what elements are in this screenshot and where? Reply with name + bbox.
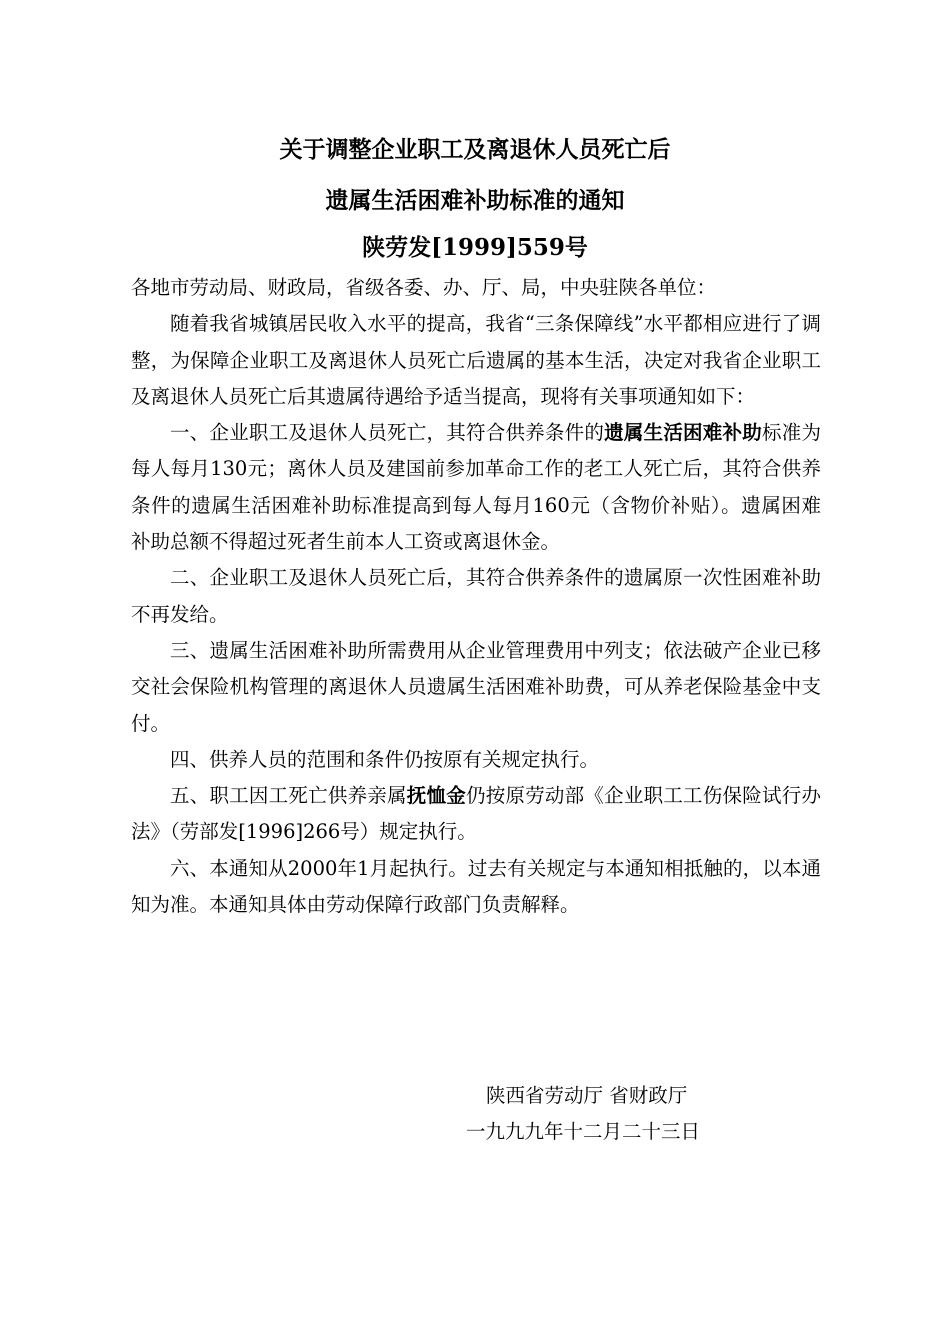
intro-paragraph: 随着我省城镇居民收入水平的提高，我省“三条保障线”水平都相应进行了调整，为保障企业职工及离退休人员死亡后遗属的基本生活，决定对我省企业职工及离退休人员死亡后其遗属待遇给予适当提高，现将有关事项通知如下： [131,312,821,408]
item-5-text-a: 五、职工因工死亡供养亲属 [170,784,407,808]
document-body [131,270,821,923]
item-6-paragraph: 六、本通知从2000年1月起执行。过去有关规定与本通知相抵触的，以本通知为准。本通知具体由劳动保障行政部门负责解释。 [131,856,821,917]
item-1-paragraph [131,415,821,560]
item-5-bold-term: 抚恤金 [406,784,466,808]
document-title-line2: 遗属生活困难补助标准的通知 [325,187,625,214]
salutation: 各地市劳动局、财政局，省级各委、办、厅、局，中央驻陕各单位： [131,276,717,299]
item-1-text-b: 标准为每人每月130元；离休人员及建国前参加革命工作的老工人死亡后，其符合供养条件的遗属生活困难补助标准提高到每人每月160元（含物价补贴）。遗属困难补助总额不得超过死者生前本人工资或离退休金。 [131,421,821,554]
signature-organization: 陕西省劳动厅 省财政厅 [486,1084,688,1107]
item-3-paragraph: 三、遗属生活困难补助所需费用从企业管理费用中列支；依法破产企业已移交社会保险机构管理的离退休人员遗属生活困难补助费，可从养老保险基金中支付。 [131,638,821,735]
item-2-paragraph: 二、企业职工及退休人员死亡后，其符合供养条件的遗属原一次性困难补助不再发给。 [131,566,821,626]
item-5-text-b: 仍按原劳动部《企业职工工伤保险试行办法》（劳部发[1996]266号）规定执行。 [131,784,821,844]
item-1-bold-term: 遗属生活困难补助 [604,421,762,445]
document-title-line1: 关于调整企业职工及离退休人员死亡后 [279,136,671,163]
item-1-text-a: 一、企业职工及退休人员死亡，其符合供养条件的 [170,421,605,445]
item-4-paragraph: 四、供养人员的范围和条件仍按原有关规定执行。 [170,747,600,771]
signature-date: 一九九九年十二月二十三日 [466,1120,701,1143]
document-number: 陕劳发[1999]559号 [362,234,588,261]
item-5-paragraph [131,778,821,851]
